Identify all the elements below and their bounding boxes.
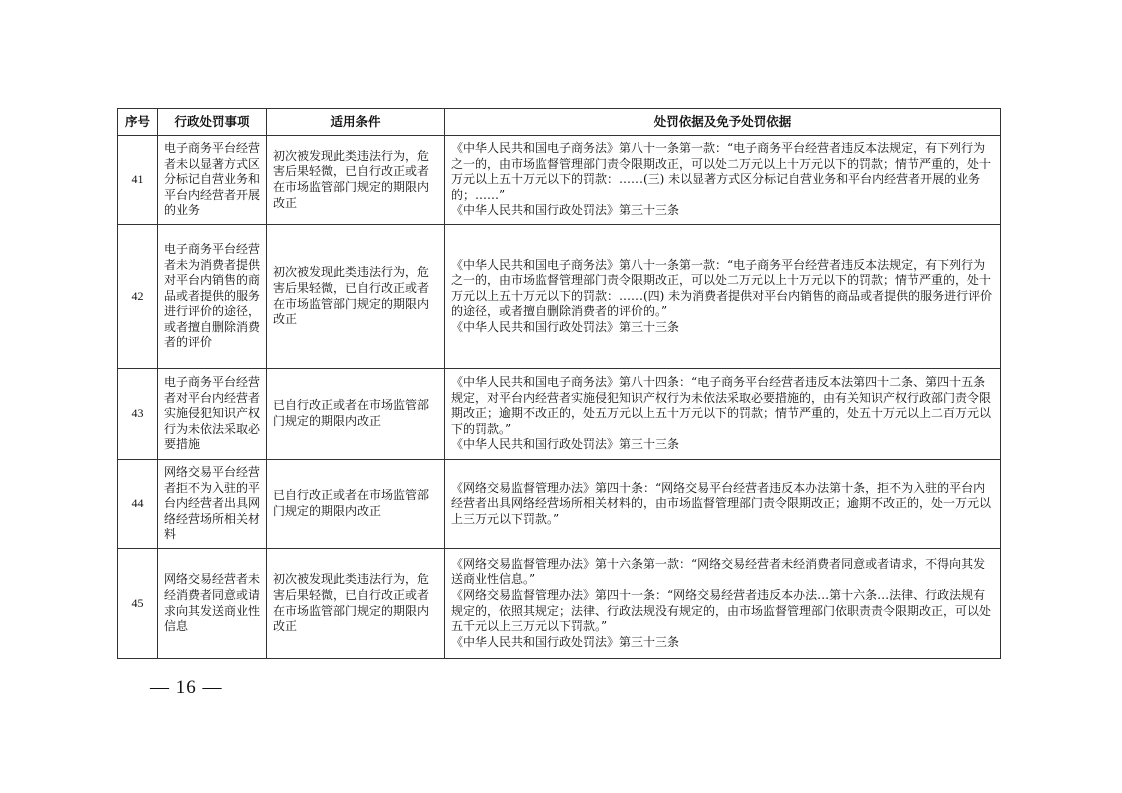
page-number: — 16 —: [150, 677, 223, 698]
basis-paragraph: 《中华人民共和国行政处罚法》第三十三条: [451, 203, 680, 218]
basis-paragraph: 《中华人民共和国行政处罚法》第三十三条: [451, 319, 680, 334]
header-item: 行政处罚事项: [158, 109, 267, 136]
table-row: [118, 460, 1001, 549]
penalty-basis: [445, 369, 1001, 460]
row-number: 42: [118, 225, 158, 369]
penalty-basis: [445, 549, 1001, 659]
penalty-item: 电子商务平台经营者对平台内经营者实施侵犯知识产权行为未依法采取必要措施: [158, 369, 267, 460]
basis-paragraph: 《中华人民共和国电子商务法》第八十四条：“电子商务平台经营者违反本法第四十二条、第四十五条规定，对平台内经营者实施侵犯知识产权行为未依法采取必要措施的，由有关知识产权行政部门责令限期改正；逾期不改正的，处五万元以上五十万元以下的罚款；情节严重的，处五十万元以上二百万元以下的罚款。”: [451, 375, 992, 436]
header-basis: 处罚依据及免予处罚依据: [445, 109, 1001, 136]
penalty-item: 电子商务平台经营者未以显著方式区分标记自营业务和平台内经营者开展的业务: [158, 136, 267, 225]
table-row: [118, 136, 1001, 225]
header-no: 序号: [118, 109, 158, 136]
table-header-row: [118, 109, 1001, 136]
header-condition: 适用条件: [267, 109, 445, 136]
applicable-condition: 初次被发现此类违法行为，危害后果轻微，已自行改正或者在市场监管部门规定的期限内改正: [267, 549, 445, 659]
penalty-basis: [445, 460, 1001, 549]
penalty-basis: [445, 136, 1001, 225]
table-row: [118, 225, 1001, 369]
row-number: 45: [118, 549, 158, 659]
basis-paragraph: 《中华人民共和国电子商务法》第八十一条第一款：“电子商务平台经营者违反本法规定，有下列行为之一的，由市场监督管理部门责令限期改正，可以处二万元以上十万元以下的罚款；情节严重的，处十万元以上五十万元以下的罚款：……(三) 未以显著方式区分标记自营业务和平台内经营者开展的业务的；……”: [451, 141, 992, 202]
table-row: [118, 549, 1001, 659]
basis-paragraph: 《网络交易监督管理办法》第四十条：“网络交易平台经营者违反本办法第十条，拒不为入驻的平台内经营者出具网络经营场所相关材料的，由市场监督管理部门责令限期改正；逾期不改正的，处一万元以上三万元以下罚款。”: [451, 480, 992, 526]
table-row: [118, 369, 1001, 460]
applicable-condition: 已自行改正或者在市场监管部门规定的期限内改正: [267, 369, 445, 460]
basis-paragraph: 《中华人民共和国电子商务法》第八十一条第一款：“电子商务平台经营者违反本法规定，有下列行为之一的，由市场监督管理部门责令限期改正，可以处二万元以上十万元以下的罚款；情节严重的，处十万元以上五十万元以下的罚款：……(四) 未为消费者提供对平台内销售的商品或者提供的服务进行评价的途径，或者擅自删除消费者的评价的。”: [451, 257, 993, 319]
basis-paragraph: 《中华人民共和国行政处罚法》第三十三条: [451, 437, 680, 452]
row-number: 41: [118, 136, 158, 225]
penalty-item: 电子商务平台经营者未为消费者提供对平台内销售的商品或者提供的服务进行评价的途径，或者擅自删除消费者的评价: [158, 225, 267, 369]
row-number: 44: [118, 460, 158, 549]
basis-paragraph: 《网络交易监督管理办法》第十六条第一款：“网络交易经营者未经消费者同意或者请求，不得向其发送商业性信息。”: [451, 556, 986, 587]
applicable-condition: 初次被发现此类违法行为，危害后果轻微，已自行改正或者在市场监管部门规定的期限内改正: [267, 136, 445, 225]
applicable-condition: 已自行改正或者在市场监管部门规定的期限内改正: [267, 460, 445, 549]
applicable-condition: 初次被发现此类违法行为，危害后果轻微，已自行改正或者在市场监管部门规定的期限内改正: [267, 225, 445, 369]
basis-paragraph: 《网络交易监督管理办法》第四十一条：“网络交易经营者违反本办法…第十六条…法律、行政法规有规定的，依照其规定；法律、行政法规没有规定的，由市场监督管理部门依职责责令限期改正，可以处五千元以上三万元以下罚款。”: [451, 587, 992, 634]
row-number: 43: [118, 369, 158, 460]
penalty-item: 网络交易平台经营者拒不为入驻的平台内经营者出具网络经营场所相关材料: [158, 460, 267, 549]
basis-paragraph: 《中华人民共和国行政处罚法》第三十三条: [451, 634, 680, 649]
penalty-table: [117, 108, 1001, 659]
penalty-basis: [445, 225, 1001, 369]
penalty-item: 网络交易经营者未经消费者同意或请求向其发送商业性信息: [158, 549, 267, 659]
